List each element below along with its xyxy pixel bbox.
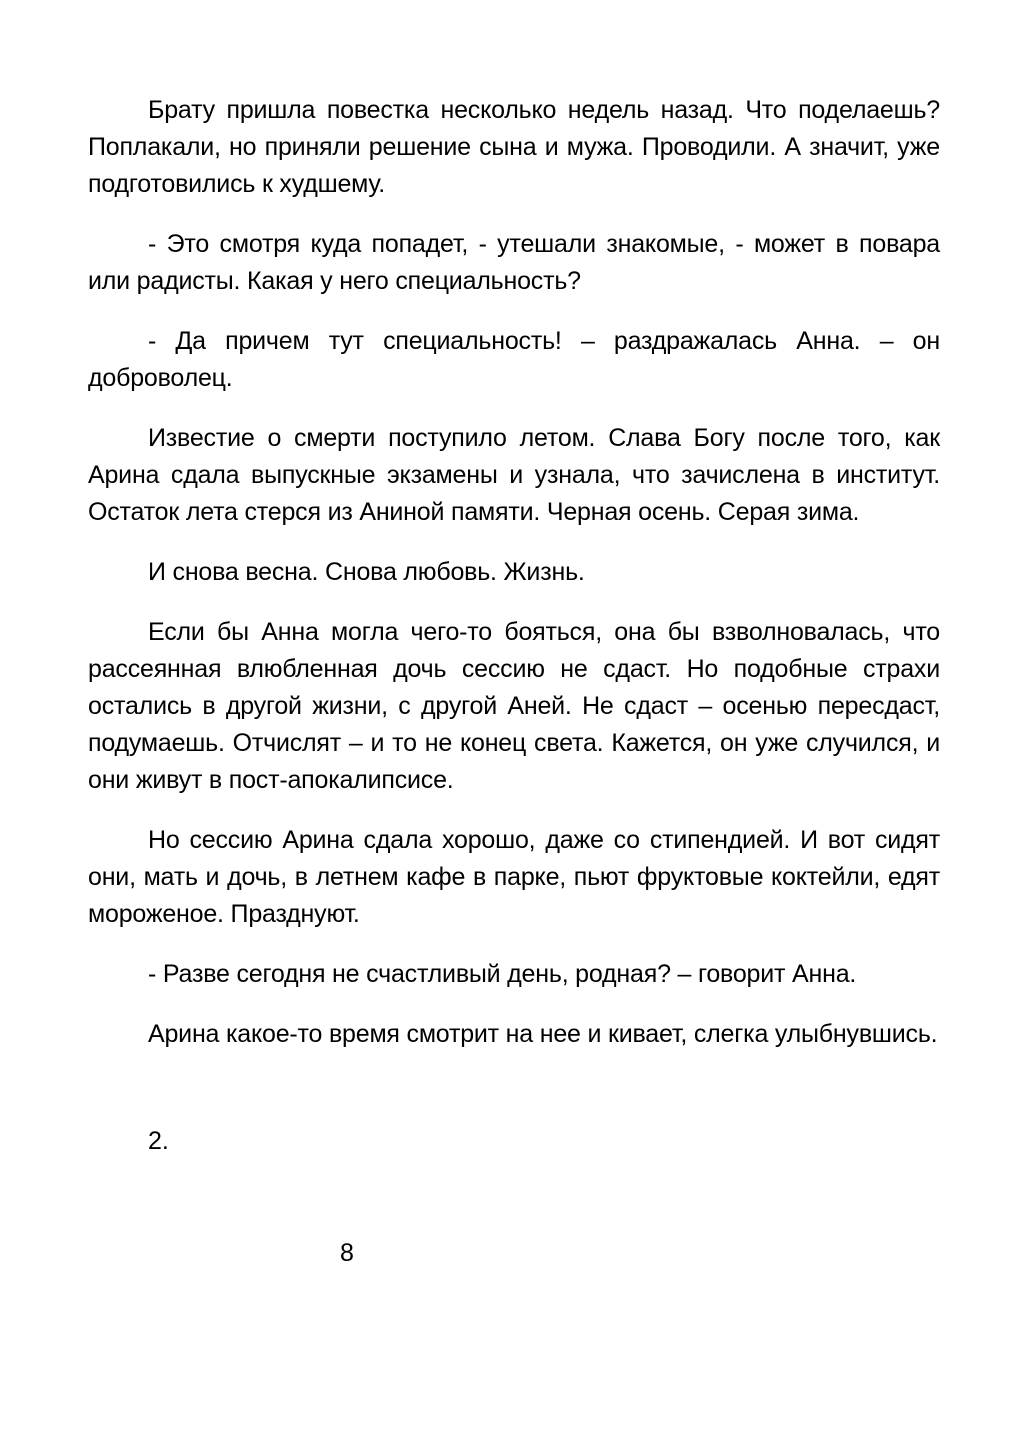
section-number: 2. <box>148 1127 169 1155</box>
paragraph: Если бы Анна могла чего-то бояться, она бы взволновалась, что рассеянная влюбленная дочь сессию не сдаст. Но подобные страхи остались в другой жизни, с другой Аней. Не сдаст – осенью пересдаст, подумаешь. Отчислят – и то не конец света. Кажется, он уже случился, и они живут в пост-апокалипсисе. <box>88 618 940 794</box>
paragraph-dialogue: - Это смотря куда попадет, - утешали знакомые, - может в повара или радисты. Какая у него специальность? <box>88 230 940 295</box>
paragraph: Арина какое-то время смотрит на нее и кивает, слегка улыбнувшись. <box>148 1020 938 1048</box>
paragraph: Известие о смерти поступило летом. Слава Богу после того, как Арина сдала выпускные экзамены и узнала, что зачислена в институт. Остаток лета стерся из Аниной памяти. Черная осень. Серая зима. <box>88 424 940 526</box>
paragraph: Но сессию Арина сдала хорошо, даже со стипендией. И вот сидят они, мать и дочь, в летнем кафе в парке, пьют фруктовые коктейли, едят мороженое. Празднуют. <box>88 826 940 928</box>
paragraph: Брату пришла повестка несколько недель назад. Что поделаешь? Поплакали, но приняли решение сына и мужа. Проводили. А значит, уже подготовились к худшему. <box>88 96 940 198</box>
paragraph: И снова весна. Снова любовь. Жизнь. <box>148 558 585 586</box>
paragraph-dialogue: - Да причем тут специальность! – раздражалась Анна. – он доброволец. <box>88 327 940 392</box>
page-number: 8 <box>340 1239 354 1267</box>
paragraph-dialogue: - Разве сегодня не счастливый день, родная? – говорит Анна. <box>148 960 857 988</box>
page-text-block <box>88 92 940 1272</box>
